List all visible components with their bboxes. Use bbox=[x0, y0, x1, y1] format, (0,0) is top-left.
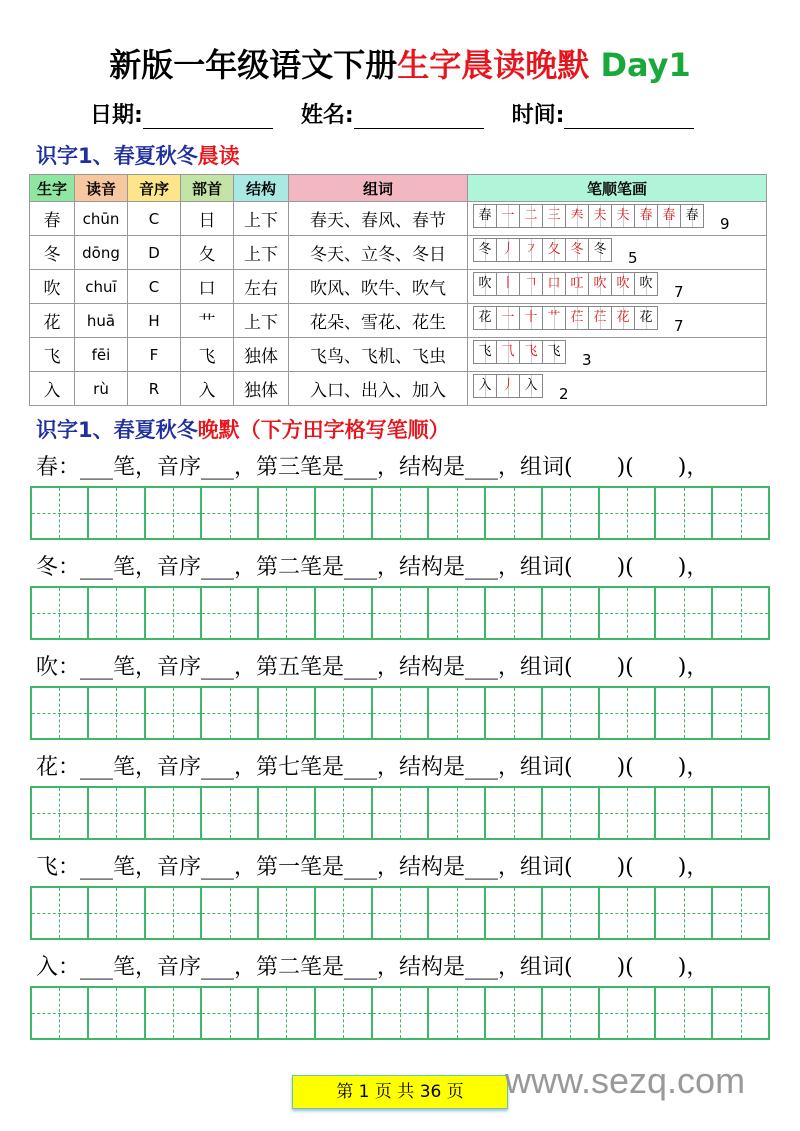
cell-char: 花 bbox=[30, 304, 75, 338]
column-header: 读音 bbox=[75, 175, 128, 202]
cell-structure: 独体 bbox=[234, 338, 289, 372]
stroke-count: 9 bbox=[720, 214, 730, 233]
stroke-sequence bbox=[473, 374, 543, 398]
stroke-cell: 丿 bbox=[497, 375, 520, 397]
time-blank[interactable] bbox=[564, 104, 694, 129]
character-table bbox=[29, 174, 767, 406]
cell-structure: 左右 bbox=[234, 270, 289, 304]
watermark: www.sezq.com bbox=[505, 1060, 746, 1101]
cell-words: 飞鸟、飞机、飞虫 bbox=[289, 338, 468, 372]
writing-cell[interactable] bbox=[202, 788, 259, 838]
writing-cell[interactable] bbox=[486, 488, 543, 538]
section-title: 识字1、春夏秋冬 bbox=[36, 144, 198, 168]
cell-order: C bbox=[128, 270, 181, 304]
writing-cell[interactable] bbox=[429, 488, 486, 538]
writing-cell[interactable] bbox=[89, 688, 146, 738]
writing-cell[interactable] bbox=[146, 688, 203, 738]
stroke-count: 7 bbox=[674, 316, 684, 335]
stroke-cell: 吹 bbox=[474, 273, 497, 295]
stroke-cell: 芢 bbox=[589, 307, 612, 329]
stroke-cell: 十 bbox=[520, 307, 543, 329]
cell-radical: 入 bbox=[181, 372, 234, 406]
writing-cell[interactable] bbox=[146, 888, 203, 938]
title-red: 生字晨读晚默 bbox=[397, 46, 590, 84]
writing-cell[interactable] bbox=[429, 988, 486, 1038]
page-number: 第 1 页 共 36 页 bbox=[292, 1075, 508, 1109]
cell-radical: 日 bbox=[181, 202, 234, 236]
writing-cell[interactable] bbox=[713, 788, 768, 838]
cell-radical: 夂 bbox=[181, 236, 234, 270]
stroke-cell: 春 bbox=[474, 205, 497, 227]
stroke-cell: 丨 bbox=[497, 273, 520, 295]
cell-pinyin: fēi bbox=[75, 338, 128, 372]
table-row bbox=[30, 236, 767, 270]
cell-words: 入口、出入、加入 bbox=[289, 372, 468, 406]
writing-cell[interactable] bbox=[429, 688, 486, 738]
tianzige-writing-grid[interactable] bbox=[30, 786, 770, 840]
cell-stroke-order bbox=[468, 304, 767, 338]
stroke-cell: 春 bbox=[635, 205, 658, 227]
question-line: 吹：___笔，音序___，第五笔是___，结构是___，组词( )( )， bbox=[36, 655, 709, 680]
writing-cell[interactable] bbox=[600, 488, 657, 538]
table-row bbox=[30, 304, 767, 338]
cell-char: 入 bbox=[30, 372, 75, 406]
table-row bbox=[30, 270, 767, 304]
writing-cell[interactable] bbox=[202, 688, 259, 738]
stroke-cell: 冬 bbox=[589, 239, 611, 261]
cell-words: 冬天、立冬、冬日 bbox=[289, 236, 468, 270]
stroke-cell: 夫 bbox=[612, 205, 635, 227]
cell-pinyin: chuī bbox=[75, 270, 128, 304]
stroke-sequence bbox=[473, 238, 612, 262]
writing-cell[interactable] bbox=[600, 788, 657, 838]
table-row bbox=[30, 202, 767, 236]
stroke-cell: 二 bbox=[520, 205, 543, 227]
cell-char: 冬 bbox=[30, 236, 75, 270]
cell-order: F bbox=[128, 338, 181, 372]
stroke-cell: 夂 bbox=[543, 239, 566, 261]
tianzige-writing-grid[interactable] bbox=[30, 486, 770, 540]
column-header: 音序 bbox=[128, 175, 181, 202]
writing-cell[interactable] bbox=[316, 588, 373, 638]
stroke-cell: 𠃍 bbox=[520, 273, 543, 295]
stroke-count: 7 bbox=[674, 282, 684, 301]
cell-char: 春 bbox=[30, 202, 75, 236]
writing-cell[interactable] bbox=[486, 588, 543, 638]
stroke-count: 2 bbox=[559, 384, 569, 403]
writing-cell[interactable] bbox=[89, 988, 146, 1038]
writing-cell[interactable] bbox=[656, 488, 713, 538]
writing-cell[interactable] bbox=[316, 688, 373, 738]
stroke-cell: 芢 bbox=[566, 307, 589, 329]
section-subtitle: 晚默（下方田字格写笔顺） bbox=[197, 418, 450, 442]
name-label: 姓名: bbox=[300, 103, 354, 128]
column-header: 笔顺笔画 bbox=[468, 175, 767, 202]
stroke-cell: 丿 bbox=[497, 239, 520, 261]
cell-structure: 上下 bbox=[234, 202, 289, 236]
writing-cell[interactable] bbox=[32, 488, 89, 538]
cell-radical: 飞 bbox=[181, 338, 234, 372]
writing-cell[interactable] bbox=[373, 988, 430, 1038]
writing-cell[interactable] bbox=[656, 688, 713, 738]
question-line: 飞：___笔，音序___，第一笔是___，结构是___，组词( )( )， bbox=[36, 855, 709, 880]
writing-cell[interactable] bbox=[89, 788, 146, 838]
writing-cell[interactable] bbox=[656, 588, 713, 638]
writing-cell[interactable] bbox=[656, 888, 713, 938]
question-line: 春：___笔，音序___，第三笔是___，结构是___，组词( )( )， bbox=[36, 455, 709, 480]
stroke-cell: 花 bbox=[612, 307, 635, 329]
writing-cell[interactable] bbox=[429, 788, 486, 838]
column-header: 部首 bbox=[181, 175, 234, 202]
writing-cell[interactable] bbox=[543, 888, 600, 938]
cell-radical: 艹 bbox=[181, 304, 234, 338]
writing-cell[interactable] bbox=[713, 888, 768, 938]
cell-stroke-order bbox=[468, 236, 767, 270]
title-main: 新版一年级语文下册 bbox=[109, 46, 398, 84]
title-day: Day1 bbox=[600, 46, 691, 84]
cell-order: R bbox=[128, 372, 181, 406]
stroke-cell: 一 bbox=[497, 205, 520, 227]
cell-pinyin: huā bbox=[75, 304, 128, 338]
stroke-cell: 冬 bbox=[474, 239, 497, 261]
stroke-cell: 飞 bbox=[520, 341, 543, 363]
cell-pinyin: dōng bbox=[75, 236, 128, 270]
info-line bbox=[90, 98, 694, 129]
stroke-sequence bbox=[473, 306, 658, 330]
writing-cell[interactable] bbox=[656, 988, 713, 1038]
writing-cell[interactable] bbox=[713, 488, 768, 538]
stroke-cell: 花 bbox=[635, 307, 657, 329]
column-header: 组词 bbox=[289, 175, 468, 202]
stroke-cell: 一 bbox=[497, 307, 520, 329]
writing-cell[interactable] bbox=[146, 488, 203, 538]
writing-cell[interactable] bbox=[373, 888, 430, 938]
cell-radical: 口 bbox=[181, 270, 234, 304]
cell-pinyin: rù bbox=[75, 372, 128, 406]
cell-order: C bbox=[128, 202, 181, 236]
writing-cell[interactable] bbox=[713, 988, 768, 1038]
writing-cell[interactable] bbox=[373, 488, 430, 538]
cell-char: 吹 bbox=[30, 270, 75, 304]
writing-cell[interactable] bbox=[259, 588, 316, 638]
stroke-count: 5 bbox=[628, 248, 638, 267]
cell-structure: 上下 bbox=[234, 304, 289, 338]
cell-stroke-order bbox=[468, 270, 767, 304]
writing-cell[interactable] bbox=[146, 588, 203, 638]
writing-cell[interactable] bbox=[543, 588, 600, 638]
writing-cell[interactable] bbox=[32, 688, 89, 738]
time-field[interactable] bbox=[512, 98, 695, 129]
date-field[interactable] bbox=[90, 98, 273, 129]
writing-cell[interactable] bbox=[486, 688, 543, 738]
stroke-cell: 𡗗 bbox=[566, 205, 589, 227]
writing-cell[interactable] bbox=[486, 788, 543, 838]
writing-cell[interactable] bbox=[146, 788, 203, 838]
tianzige-writing-grid[interactable] bbox=[30, 586, 770, 640]
stroke-cell: 冬 bbox=[566, 239, 589, 261]
writing-cell[interactable] bbox=[89, 588, 146, 638]
stroke-sequence bbox=[473, 204, 704, 228]
writing-cell[interactable] bbox=[316, 988, 373, 1038]
column-header: 结构 bbox=[234, 175, 289, 202]
time-label: 时间: bbox=[511, 103, 565, 128]
writing-cell[interactable] bbox=[202, 588, 259, 638]
stroke-cell: 入 bbox=[520, 375, 542, 397]
writing-cell[interactable] bbox=[486, 988, 543, 1038]
writing-cell[interactable] bbox=[259, 688, 316, 738]
name-blank[interactable] bbox=[354, 104, 484, 129]
writing-cell[interactable] bbox=[32, 788, 89, 838]
writing-cell[interactable] bbox=[600, 888, 657, 938]
cell-stroke-order bbox=[468, 338, 767, 372]
cell-pinyin: chūn bbox=[75, 202, 128, 236]
section-heading-evening bbox=[36, 414, 450, 444]
stroke-cell: 春 bbox=[658, 205, 681, 227]
writing-cell[interactable] bbox=[373, 688, 430, 738]
cell-words: 春天、春风、春节 bbox=[289, 202, 468, 236]
cell-structure: 上下 bbox=[234, 236, 289, 270]
writing-cell[interactable] bbox=[600, 988, 657, 1038]
stroke-sequence bbox=[473, 340, 566, 364]
tianzige-writing-grid[interactable] bbox=[30, 686, 770, 740]
writing-cell[interactable] bbox=[600, 588, 657, 638]
table-row bbox=[30, 338, 767, 372]
cell-char: 飞 bbox=[30, 338, 75, 372]
tianzige-writing-grid[interactable] bbox=[30, 886, 770, 940]
writing-cell[interactable] bbox=[259, 988, 316, 1038]
stroke-cell: 花 bbox=[474, 307, 497, 329]
writing-cell[interactable] bbox=[259, 788, 316, 838]
cell-stroke-order bbox=[468, 372, 767, 406]
stroke-count: 3 bbox=[582, 350, 592, 369]
stroke-cell: 春 bbox=[681, 205, 703, 227]
stroke-cell: 入 bbox=[474, 375, 497, 397]
cell-stroke-order bbox=[468, 202, 767, 236]
cell-structure: 独体 bbox=[234, 372, 289, 406]
stroke-cell: 叿 bbox=[566, 273, 589, 295]
cell-words: 花朵、雪花、花生 bbox=[289, 304, 468, 338]
name-field[interactable] bbox=[301, 98, 484, 129]
stroke-cell: ㇇ bbox=[520, 239, 543, 261]
date-label: 日期: bbox=[90, 103, 143, 128]
writing-cell[interactable] bbox=[429, 588, 486, 638]
writing-cell[interactable] bbox=[202, 488, 259, 538]
writing-cell[interactable] bbox=[316, 888, 373, 938]
writing-cell[interactable] bbox=[543, 788, 600, 838]
writing-cell[interactable] bbox=[89, 488, 146, 538]
writing-cell[interactable] bbox=[259, 888, 316, 938]
writing-cell[interactable] bbox=[656, 788, 713, 838]
question-line: 入：___笔，音序___，第二笔是___，结构是___，组词( )( )， bbox=[36, 955, 709, 980]
stroke-cell: 吹 bbox=[635, 273, 657, 295]
writing-cell[interactable] bbox=[146, 988, 203, 1038]
section-heading-morning bbox=[36, 140, 240, 170]
writing-cell[interactable] bbox=[373, 788, 430, 838]
writing-cell[interactable] bbox=[32, 988, 89, 1038]
writing-cell[interactable] bbox=[32, 888, 89, 938]
question-line: 花：___笔，音序___，第七笔是___，结构是___，组词( )( )， bbox=[36, 755, 709, 780]
writing-cell[interactable] bbox=[543, 988, 600, 1038]
writing-cell[interactable] bbox=[316, 488, 373, 538]
writing-cell[interactable] bbox=[600, 688, 657, 738]
section-subtitle: 晨读 bbox=[197, 144, 240, 168]
stroke-cell: 艹 bbox=[543, 307, 566, 329]
writing-cell[interactable] bbox=[202, 988, 259, 1038]
writing-cell[interactable] bbox=[713, 588, 768, 638]
writing-cell[interactable] bbox=[316, 788, 373, 838]
stroke-cell: 吹 bbox=[612, 273, 635, 295]
cell-order: D bbox=[128, 236, 181, 270]
tianzige-writing-grid[interactable] bbox=[30, 986, 770, 1040]
writing-cell[interactable] bbox=[202, 888, 259, 938]
writing-cell[interactable] bbox=[89, 888, 146, 938]
stroke-cell: 吹 bbox=[589, 273, 612, 295]
stroke-cell: ⺄ bbox=[497, 341, 520, 363]
writing-cell[interactable] bbox=[543, 488, 600, 538]
writing-cell[interactable] bbox=[543, 688, 600, 738]
cell-order: H bbox=[128, 304, 181, 338]
writing-cell[interactable] bbox=[486, 888, 543, 938]
writing-cell[interactable] bbox=[259, 488, 316, 538]
column-header: 生字 bbox=[30, 175, 75, 202]
writing-cell[interactable] bbox=[373, 588, 430, 638]
writing-cell[interactable] bbox=[713, 688, 768, 738]
table-row bbox=[30, 372, 767, 406]
section-title: 识字1、春夏秋冬 bbox=[36, 418, 198, 442]
page-title bbox=[0, 40, 800, 86]
question-line: 冬：___笔，音序___，第二笔是___，结构是___，组词( )( )， bbox=[36, 555, 709, 580]
stroke-cell: 飞 bbox=[543, 341, 565, 363]
date-blank[interactable] bbox=[143, 104, 273, 129]
stroke-cell: 口 bbox=[543, 273, 566, 295]
writing-cell[interactable] bbox=[429, 888, 486, 938]
stroke-cell: 夫 bbox=[589, 205, 612, 227]
writing-cell[interactable] bbox=[32, 588, 89, 638]
stroke-cell: 飞 bbox=[474, 341, 497, 363]
stroke-sequence bbox=[473, 272, 658, 296]
cell-words: 吹风、吹牛、吹气 bbox=[289, 270, 468, 304]
stroke-cell: 三 bbox=[543, 205, 566, 227]
